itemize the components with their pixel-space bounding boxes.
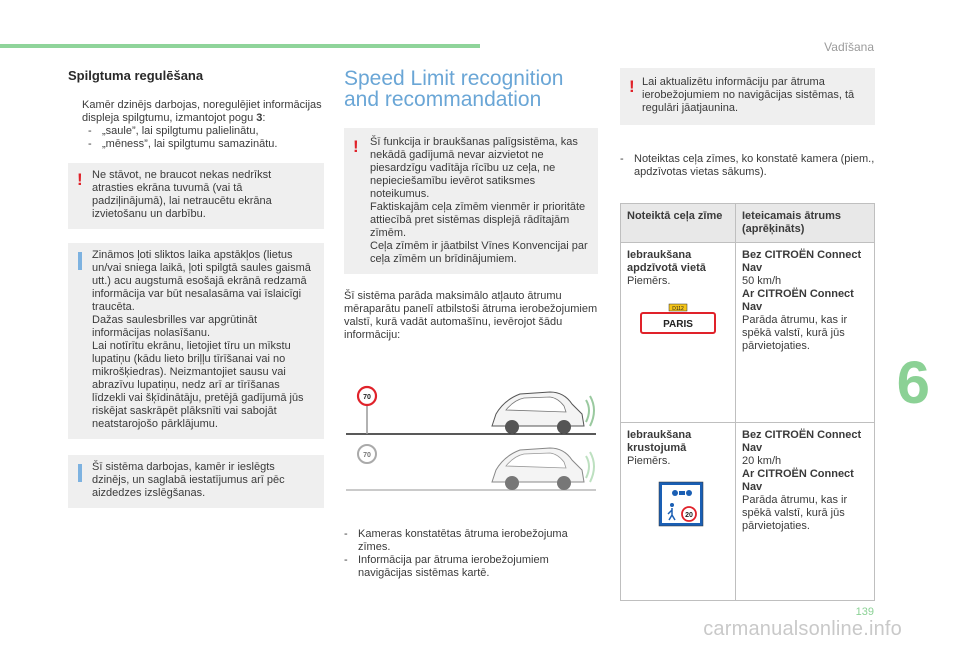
brightness-option-up: - „saule”, lai spilgtumu palielinātu, <box>88 125 259 137</box>
warning-box-update: ! Lai aktualizētu informāciju par ātruma ierobežojumiem no navigācijas sistēmas, tā regulāri jāatjaunina. <box>620 68 875 125</box>
watermark: carmanualsonline.info <box>703 618 902 640</box>
speed-illustration <box>344 370 598 518</box>
shared-zone-sign-icon <box>627 480 727 534</box>
column-header-speed: Ieteicamais ātrums (aprēķināts) <box>736 204 875 243</box>
speed-value: 50 km/h <box>742 275 782 287</box>
warning-box-screen: ! Ne stāvot, ne braucot nekas nedrīkst atrasties ekrāna tuvumā (vai tā padziļinājumā), lai netraucētu ekrāna izvietošanu un darbību. <box>68 163 324 229</box>
speed-table-column <box>620 68 875 601</box>
example-label: Piemērs. <box>627 275 671 287</box>
warning-box-assist: ! Šī funkcija ir braukšanas palīgsistēma, kas nekādā gadījumā nevar aizvietot ne piesardzīgu vadītāja rīcību uz ceļa, ne nepieciešamību ievērot satiksmes noteikumus. Faktiskajām ceļa zīmēm vienmēr ir prioritāte attiecībā pret sistēmas displejā rādītajām zīmēm. Ceļa zīmēm ir jāatbilst Vīnes Konvencijai par ceļa zīmēm un brīdinājumiem. <box>344 128 598 274</box>
warning-icon: ! <box>629 77 635 96</box>
header-accent-bar <box>0 44 480 48</box>
column-header-sign: Noteiktā ceļa zīme <box>621 204 736 243</box>
bullet-mark <box>68 99 82 125</box>
brightness-heading: Spilgtuma regulēšana <box>68 68 204 83</box>
list-item: - Kameras konstatētas ātruma ierobežojuma zīmes. <box>344 528 568 553</box>
brightness-column <box>68 68 324 508</box>
table-row: Iebraukšana apdzīvotā vietā Piemērs. D112 PARIS Bez CITROËN Connect Nav 50 km/h Ar CITROËN Connect Nav Parāda ātrumu, kas ir spēkā valstī, kurā jūs pārvietojaties. <box>621 243 875 423</box>
list-item: - Noteiktas ceļa zīmes, ko konstatē kamera (piem., apdzīvotas vietas sākums). <box>620 153 875 178</box>
speed-value: 20 km/h <box>742 455 782 467</box>
speed-table <box>620 203 875 601</box>
svg-text:PARIS: PARIS <box>663 319 693 330</box>
speed-source-list <box>344 528 598 580</box>
info-box-weather: Zināmos ļoti sliktos laika apstākļos (lietus un/vai sniega laikā, ļoti spilgtā saules gaismā utt.) acu augstumā esošajā ekrānā redzamā informācija var būt nesalasāma vai īslaicīgi traucēta. Dažas saulesbrilles var apgrūtināt informācijas nolasīšanu. Lai notīrītu ekrānu, lietojiet tīru un mīkstu lupatiņu (kādu lieto briļļu tīrīšanai vai no mikrošķiedras). Neizmantojiet sausu vai abrazīvu lupatiņu, nedz arī ar tīrīšanas līdzekli vai šķīdinātāju, pretējā gadījumā jūs riskējat saskrāpēt plāksnīti vai sabojāt neatstarojošo pārklājumu. <box>68 243 324 439</box>
info-icon <box>78 252 82 270</box>
car-top <box>492 392 594 434</box>
info-box-settings: Šī sistēma darbojas, kamēr ir ieslēgts dzinējs, un saglabā iestatījumus arī pēc aizdedzes izslēgšanas. <box>68 455 324 508</box>
town-entry-sign-icon <box>627 300 727 360</box>
section-title: Vadīšana <box>824 40 874 54</box>
speed-limit-heading: Speed Limit recognition and recommandation <box>344 67 564 111</box>
warning-icon: ! <box>77 170 83 189</box>
button-ref: 3 <box>256 112 263 124</box>
svg-text:D112: D112 <box>672 306 684 312</box>
speed-description: Šī sistēma parāda maksimālo atļauto ātrumu mēraparātu panelī atbilstoši ātruma ierobežojumiem valstī, kurā vadāt automašīnu, ievērojot šādu informāciju: <box>344 290 598 341</box>
info-icon <box>78 464 82 482</box>
warning-icon: ! <box>353 137 359 156</box>
sign-type: Iebraukšana apdzīvotā vietā <box>627 249 706 274</box>
brightness-instruction: Kamēr dzinējs darbojas, noregulējiet informācijas displeja spilgtumu, izmantojot pogu 3: <box>68 99 324 125</box>
table-header-row <box>621 204 875 243</box>
brightness-option-down: - „mēness”, lai spilgtumu samazinātu. <box>88 138 278 150</box>
svg-text:70: 70 <box>363 452 371 459</box>
car-bottom <box>492 448 594 490</box>
car-sign-illustration <box>344 370 598 518</box>
svg-text:70: 70 <box>363 394 371 401</box>
page-number: 139 <box>855 606 874 618</box>
chapter-number: 6 <box>896 349 930 416</box>
speed-limit-column <box>344 68 598 580</box>
sign-type: Iebraukšana krustojumā <box>627 429 692 454</box>
list-item: - Informācija par ātruma ierobežojumiem navigācijas sistēmas kartē. <box>344 554 549 579</box>
table-row: Iebraukšana krustojumā Piemērs. 20 Bez CITROËN Connect Nav 20 km/h Ar CITROËN Connect Nav Parāda ātrumu, kas ir spēkā valstī, kurā jūs pārvietojaties. <box>621 423 875 601</box>
example-label: Piemērs. <box>627 455 671 467</box>
brightness-intro: Kamēr dzinējs darbojas, noregulējiet informācijas displeja spilgtumu, izmantojot pogu <box>82 99 322 124</box>
svg-text:20: 20 <box>685 512 693 519</box>
